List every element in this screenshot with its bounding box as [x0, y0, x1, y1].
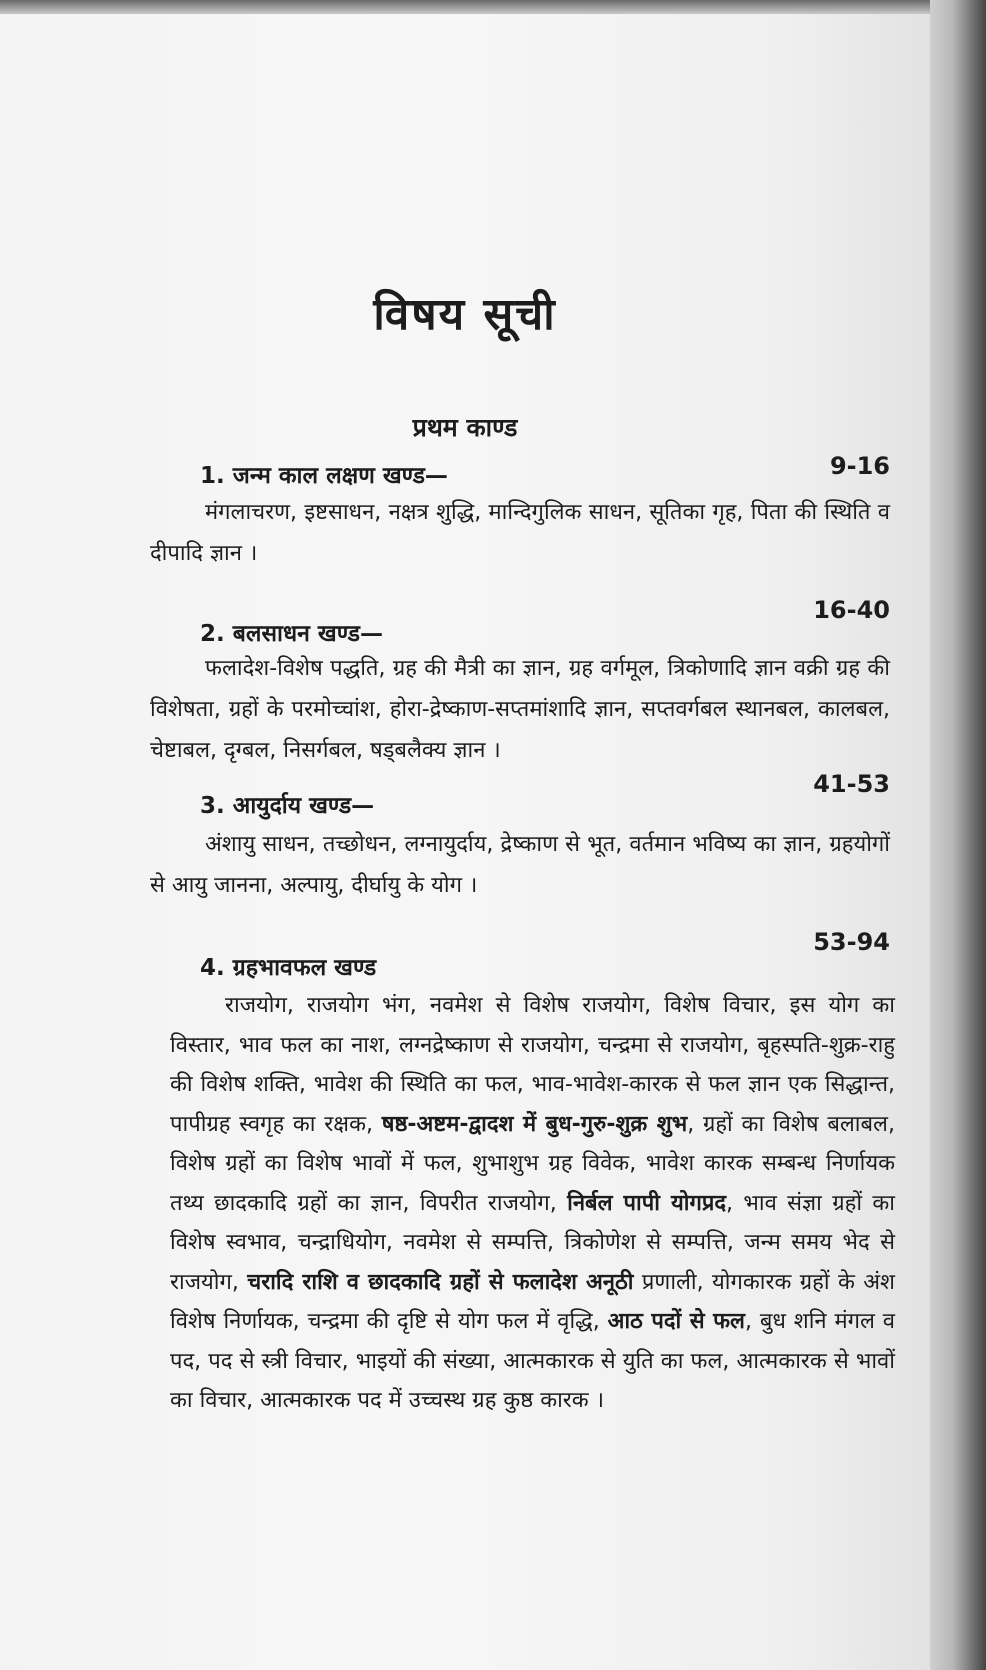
body-text: राजयोग, राजयोग भंग, नवमेश से विशेष राजयोग, विशेष विचार, इस योग का विस्तार, भाव फल का नाश, लग्नद्रेष्काण से राजयोग, चन्द्रमा से राजयोग, बृहस्पति-शुक्र-राहु की विशेष शक्ति, भावेश की स्थिति का फल, भाव-भावेश-कारक से फल ज्ञान एक सिद्धान्त, पापीग्रह स्वगृह का रक्षक, [170, 993, 895, 1137]
section-page-range: 53-94 [813, 928, 890, 956]
bold-phrase: चरादि राशि व छादकादि ग्रहों से फलादेश अनूठी [247, 1269, 634, 1295]
body-text: , भाव संज्ञा ग्रहों का विशेष स्वभाव, चन्द्राधियोग, नवमेश से सम्पत्ति, त्रिकोणेश से सम्पत्ति, जन्म समय भेद से राजयोग, [170, 1190, 895, 1295]
section-page-range: 9-16 [829, 452, 890, 480]
section-body: फलादेश-विशेष पद्धति, ग्रह की मैत्री का ज्ञान, ग्रह वर्गमूल, त्रिकोणादि ज्ञान वक्री ग्रह की विशेषता, ग्रहों के परमोच्चांश, होरा-द्रेष्काण-सप्तमांशादि ज्ञान, सप्तवर्गबल स्थानबल, कालबल, चेष्टाबल, दृग्बल, निसर्गबल, षड्बलैक्य ज्ञान । [150, 656, 890, 763]
section-heading: 3. आयुर्दाय खण्ड— [200, 793, 375, 819]
bold-phrase: षष्ठ-अष्टम-द्वादश में बुध-गुरु-शुक्र शुभ [381, 1111, 688, 1137]
section-body: अंशायु साधन, तच्छोधन, लग्नायुर्दाय, द्रेष्काण से भूत, वर्तमान भविष्य का ज्ञान, ग्रहयोगों से आयु जानना, अल्पायु, दीर्घायु के योग । [150, 832, 890, 898]
bold-phrase: निर्बल पापी योगप्रद [567, 1190, 727, 1216]
section-heading: 1. जन्म काल लक्षण खण्ड— [200, 463, 448, 489]
section-page-range: 16-40 [813, 596, 890, 624]
bold-phrase: आठ पदों से फल [607, 1309, 745, 1334]
section-heading: 2. बलसाधन खण्ड— [200, 621, 383, 647]
section-page-range: 41-53 [813, 770, 890, 798]
page-top-shadow [0, 0, 930, 14]
body-text: , ग्रहों का विशेष बलाबल, विशेष ग्रहों का विशेष भावों में फल, शुभाशुभ ग्रह विवेक, भावेश कारक सम्बन्ध निर्णायक तथ्य छादकादि ग्रहों का ज्ञान, विपरीत राजयोग, [170, 1111, 895, 1216]
page-title: विषय सूची [373, 289, 557, 340]
part-title: प्रथम काण्ड [412, 413, 518, 442]
body-text: , बुध शनि मंगल व पद, पद से स्त्री विचार, भाइयों की संख्या, आत्मकारक से युति का फल, आत्मकारक से भावों का विचार, आत्मकारक पद में उच्चस्थ ग्रह कुष्ठ कारक । [170, 1309, 895, 1413]
section-body: मंगलाचरण, इष्टसाधन, नक्षत्र शुद्धि, मान्दिगुलिक साधन, सूतिका गृह, पिता की स्थिति व दीपादि ज्ञान । [150, 500, 890, 566]
body-text: प्रणाली, योगकारक ग्रहों के अंश विशेष निर्णायक, चन्द्रमा की दृष्टि से योग फल में वृद्धि, [170, 1269, 895, 1334]
section-heading: 4. ग्रहभावफल खण्ड [200, 955, 377, 981]
section-body [170, 986, 895, 1421]
page-edge-shadow [930, 0, 986, 1670]
